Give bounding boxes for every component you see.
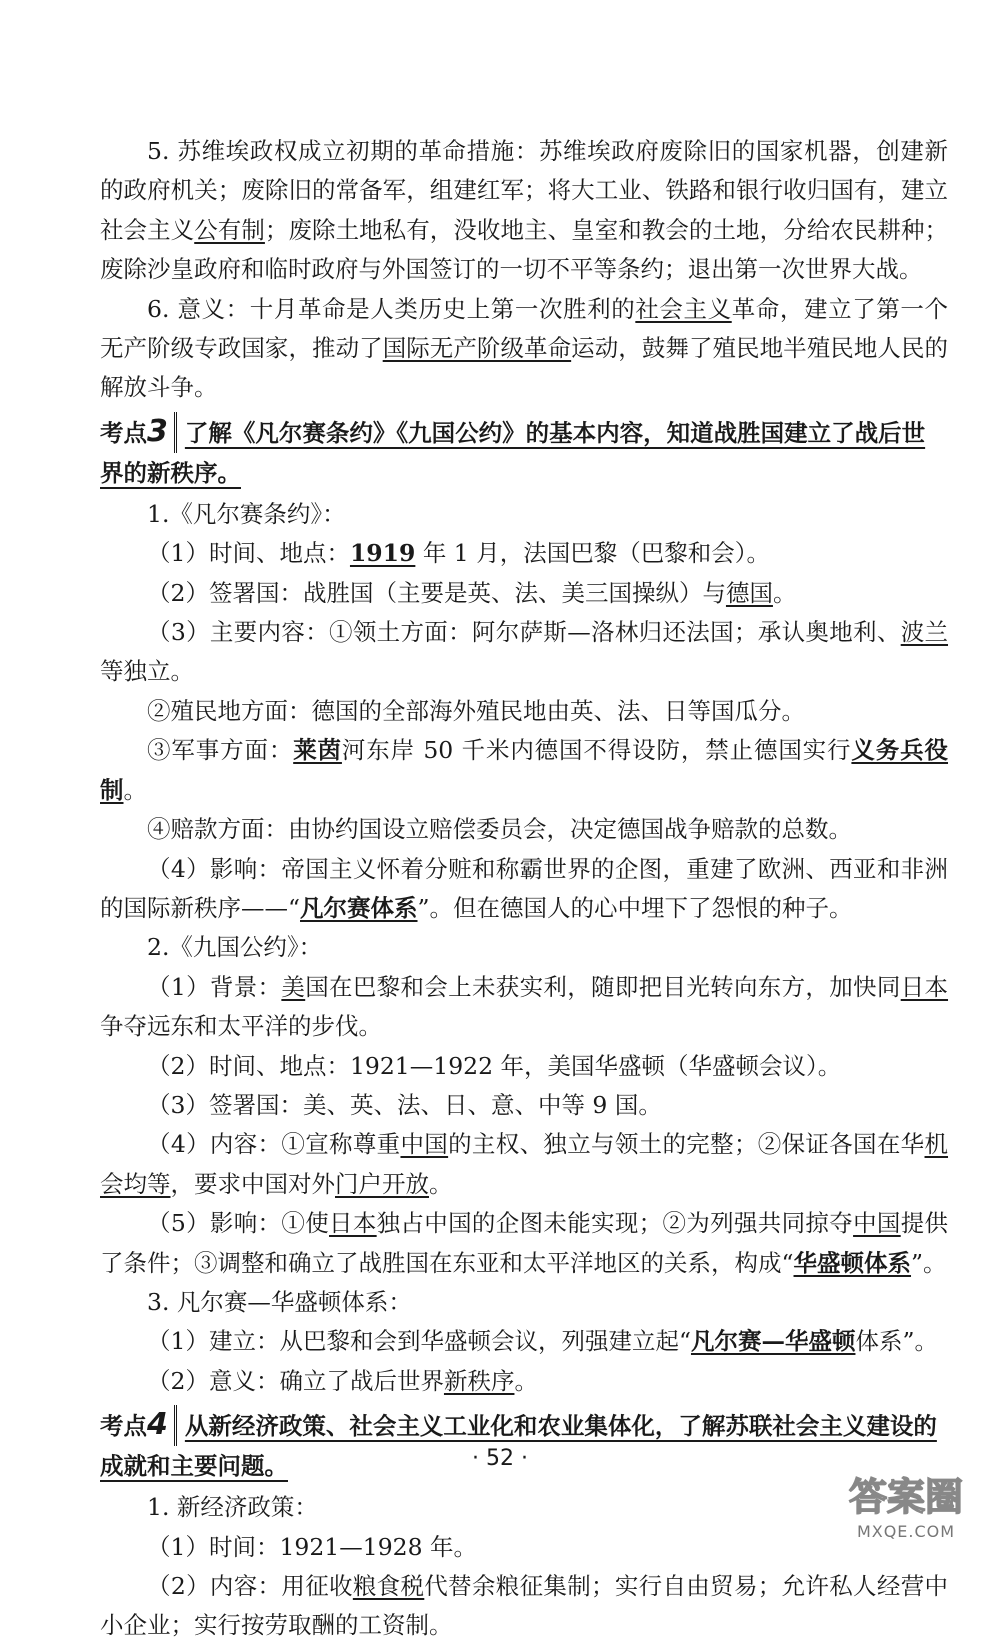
versailles-impact: （4）影响：帝国主义怀着分赃和称霸世界的企图，重建了欧洲、西亚和非洲的国际新秩序——“凡尔赛体系”。但在德国人的心中埋下了怨恨的种子。 (100, 854, 948, 922)
answer-underline: 公有制 (194, 215, 265, 244)
versailles-washington-title: 3. 凡尔赛—华盛顿体系： (147, 1287, 412, 1316)
nine-power-content: （4）内容：①宣称尊重中国的主权、独立与领土的完整；②保证各国在华机会均等，要求中国对外门户开放。 (100, 1130, 949, 1198)
versailles-colonies: ②殖民地方面：德国的全部海外殖民地由英、法、日等国瓜分。 (147, 696, 805, 725)
nine-power-title: 2.《九国公约》： (147, 933, 323, 962)
versailles-military: ③军事方面：莱茵河东岸 50 千米内德国不得设防，禁止德国实行义务兵役制。 (100, 736, 949, 804)
paragraph-soviet-measures: 5. 苏维埃政权成立初期的革命措施：苏维埃政府废除旧的国家机器，创建新的政府机关；废除旧的常备军，组建红军；将大工业、铁路和银行收归国有，建立社会主义公有制；废除土地私有，没收地主、皇室和教会的土地，分给农民耕种；废除沙皇政府和临时政府与外国签订的一切不平等条约；退出第一次世界大战。 (100, 137, 949, 284)
page-number: · 52 · (472, 1446, 528, 1471)
system-significance: （2）意义：确立了战后世界新秩序。 (147, 1366, 538, 1395)
nep-time: （1）时间：1921—1928 年。 (147, 1532, 478, 1561)
exam-point-3-heading: 考点3 了解《凡尔赛条约》《九国公约》的基本内容，知道战胜国建立了战后世界的新秩序。 (100, 413, 926, 487)
nep-title: 1. 新经济政策： (147, 1493, 318, 1522)
textbook-page: 5. 苏维埃政权成立初期的革命措施：苏维埃政府废除旧的国家机器，创建新的政府机关；废除旧的常备军，组建红军；将大工业、铁路和银行收归国有，建立社会主义公有制；废除土地私有，没收地主、皇室和教会的土地，分给农民耕种；废除沙皇政府和临时政府与外国签订的一切不平等条约；退出第一次世界大战。 6. 意义：十月革命是人类历史上第一次胜利的社会主义革命，建立了第一个无产阶级专政国家，推动了国际无产阶级革命运动，鼓舞了殖民地半殖民地人民的解放斗争。 考点3 了解《凡尔赛条约》《九国公约》的基本内容，知道战胜国建立了战后世界的新秩序。 1.《凡尔赛条约》： （1）时间、地点：1919 年 1 月，法国巴黎（巴黎和会）。 （2）签署国：战胜国（主要是英、法、美三国操纵）与德国。 （3）主要内容：①领土方面：阿尔萨斯—洛林归还法国；承认奥地利、波兰等独立。 ②殖民地方面：德国的全部海外殖民地由英、法、日等国瓜分。 ③军事方面：莱茵河东岸 50 千米内德国不得设防，禁止德国实行义务兵役制。 ④赔款方面：由协约国设立赔偿委员会，决定德国战争赔款的总数。 （4）影响：帝国主义怀着分赃和称霸世界的企图，重建了欧洲、西亚和非洲的国际新秩序——“凡尔赛体系”。但在德国人的心中埋下了怨恨的种子。 2.《九国公约》： （1）背景：美国在巴黎和会上未获实利，随即把目光转向东方，加快同日本争夺远东和太平洋的步伐。 （2）时间、地点：1921—1922 年，美国华盛顿（华盛顿会议）。 （3）签署国：美、英、法、日、意、中等 9 国。 （4）内容：①宣称尊重中国的主权、独立与领土的完整；②保证各国在华机会均等，要求中国对外门户开放。 （5）影响：①使日本独占中国的企图未能实现；②为列强共同掠夺中国提供了条件；③调整和确立了战胜国在东亚和太平洋地区的关系，构成“华盛顿体系”。 3. 凡尔赛—华盛顿体系： （1）建立：从巴黎和会到华盛顿会议，列强建立起“凡尔赛—华盛顿体系”。 （2）意义：确立了战后世界新秩序。 考点4 从新经济政策、社会主义工业化和农业集体化，了解苏联社会主义建设的成就和主要问题。 1. 新经济政策： （1）时间：1921—1928 年。 （2）内容：用征收粮食税代替余粮征集制；实行自由贸易；允许私人经营中小企业；实行按劳取酬的工资制。 · 52 · 答案圈 MXQE.COM (0, 0, 1000, 1551)
paragraph-october-significance: 6. 意义：十月革命是人类历史上第一次胜利的社会主义革命，建立了第一个无产阶级专政国家，推动了国际无产阶级革命运动，鼓舞了殖民地半殖民地人民的解放斗争。 (100, 294, 949, 402)
answer-underline: 国际无产阶级革命 (382, 334, 572, 363)
nine-power-signatories: （3）签署国：美、英、法、日、意、中等 9 国。 (147, 1090, 662, 1119)
nine-power-background: （1）背景：美国在巴黎和会上未获实利，随即把目光转向东方，加快同日本争夺远东和太平洋的步伐。 (100, 972, 949, 1041)
versailles-title: 1.《凡尔赛条约》： (147, 499, 346, 528)
versailles-reparations: ④赔款方面：由协约国设立赔偿委员会，决定德国战争赔款的总数。 (147, 815, 852, 844)
exam-point-label: 考点4 (100, 1405, 177, 1446)
versailles-time-place: （1）时间、地点：1919 年 1 月，法国巴黎（巴黎和会）。 (147, 539, 770, 568)
system-establishment: （1）建立：从巴黎和会到华盛顿会议，列强建立起“凡尔赛—华盛顿体系”。 (147, 1327, 938, 1356)
nep-content: （2）内容：用征收粮食税代替余粮征集制；实行自由贸易；允许私人经营中小企业；实行按劳取酬的工资制。 (100, 1572, 949, 1640)
exam-point-label: 考点3 (100, 412, 177, 453)
nine-power-impact: （5）影响：①使日本独占中国的企图未能实现；②为列强共同掠夺中国提供了条件；③调整和确立了战胜国在东亚和太平洋地区的关系，构成“华盛顿体系”。 (100, 1209, 949, 1277)
exam-point-4-heading: 考点4 从新经济政策、社会主义工业化和农业集体化，了解苏联社会主义建设的成就和主要问题。 (100, 1407, 937, 1481)
page-content (100, 132, 948, 1646)
versailles-signatories: （2）签署国：战胜国（主要是英、法、美三国操纵）与德国。 (147, 578, 797, 607)
nine-power-time-place: （2）时间、地点：1921—1922 年，美国华盛顿（华盛顿会议）。 (147, 1051, 842, 1080)
versailles-territory: （3）主要内容：①领土方面：阿尔萨斯—洛林归还法国；承认奥地利、波兰等独立。 (100, 618, 949, 686)
answer-underline: 社会主义 (635, 294, 732, 323)
